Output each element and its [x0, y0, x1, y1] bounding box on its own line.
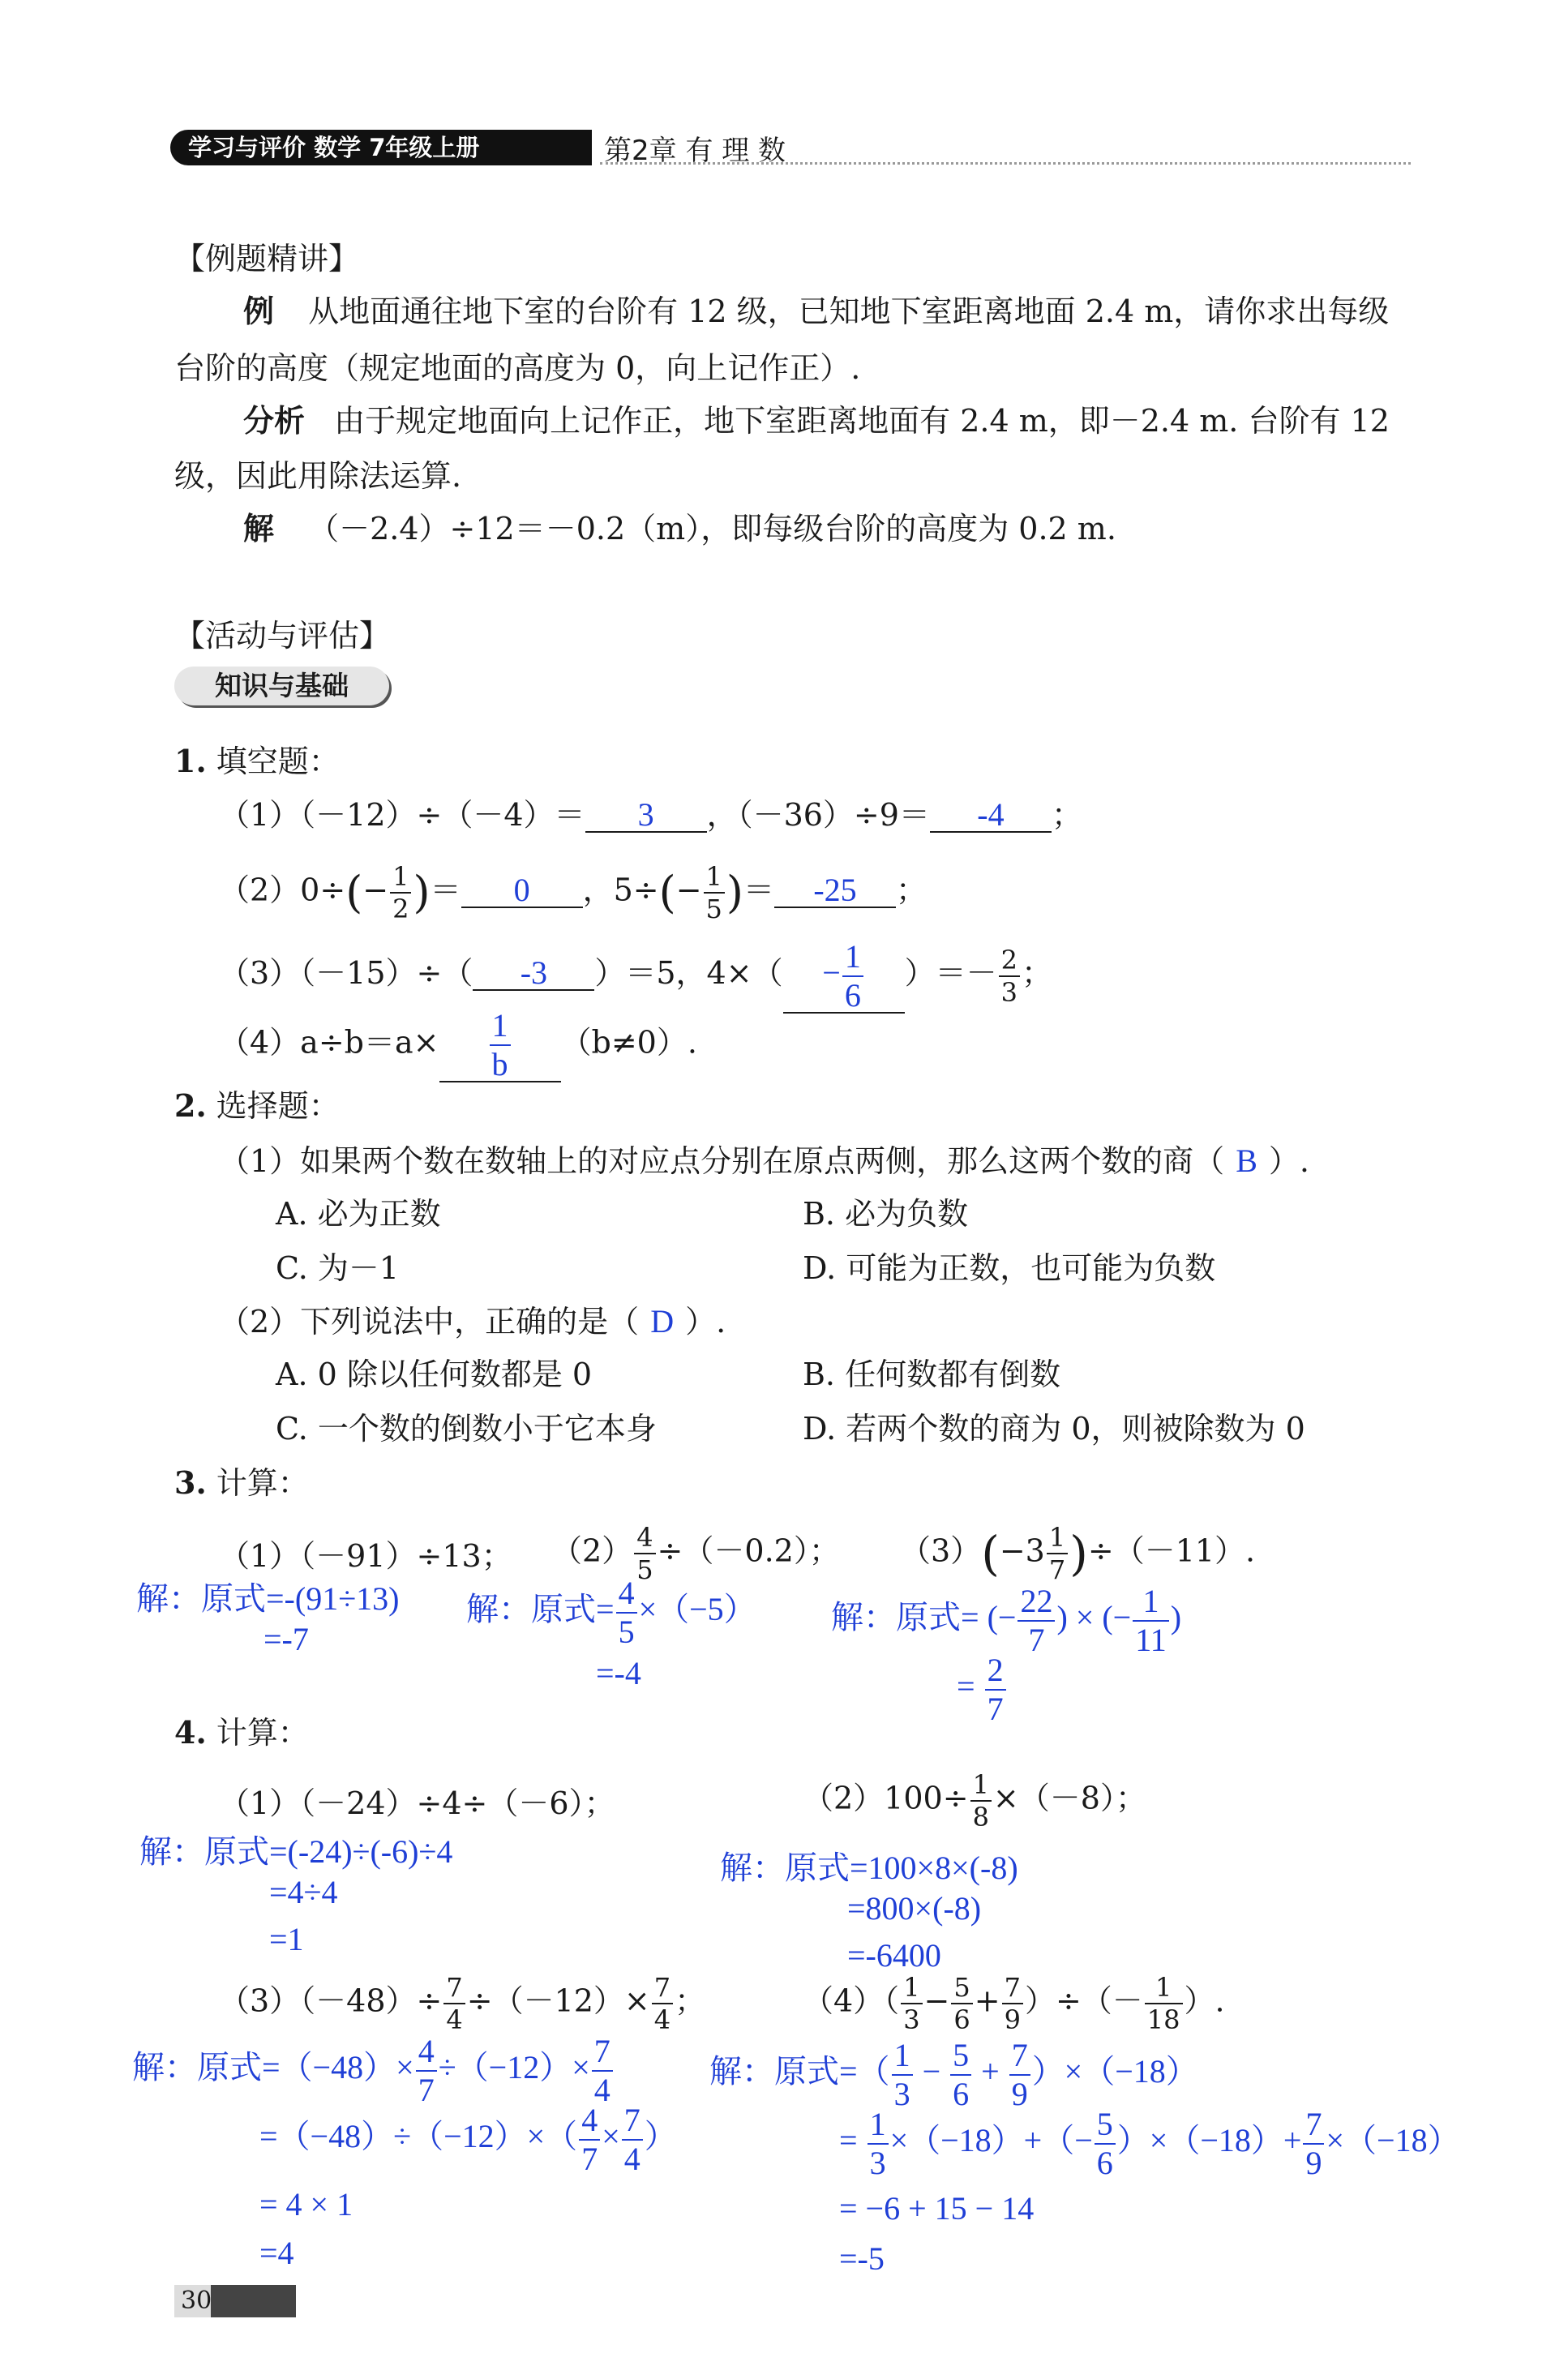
knowledge-badge: 知识与基础 [174, 667, 389, 705]
q2-answer-1: B [1236, 1142, 1257, 1179]
q2-s1-optD: D. 可能为正数，也可能为负数 [803, 1250, 1216, 1286]
q2-s1-optA: A. 必为正数 [276, 1196, 441, 1232]
q3-part1: （1）（－91）÷13； [219, 1538, 512, 1574]
q3-number: 3. [174, 1464, 207, 1501]
q2-sub2: （2）下列说法中，正确的是（ D ）. [219, 1303, 726, 1340]
solution-text: （－2.4）÷12＝－0.2（m），即每级台阶的高度为 0.2 m. [308, 511, 1116, 547]
q4-part4: （4）（ $\frac{1}{3}$ − $\frac{5}{6}$ + $\frac{7}{9}$ ）÷（－ $\frac{1}{18}$ ）. [803, 1972, 1225, 2035]
analysis-text-1: 由于规定地面向上记作正，地下室距离地面有 2.4 m，即－2.4 m. 台阶有 12 [334, 403, 1390, 439]
q2-s1-optC: C. 为－1 [276, 1250, 400, 1286]
q4-sol3-line4: =4 [259, 2235, 294, 2271]
q2-s1-optB: B. 必为负数 [803, 1196, 969, 1232]
q4-sol2-line2: =800×(-8) [847, 1890, 982, 1927]
q2-s2-optC: C. 一个数的倒数小于它本身 [276, 1411, 657, 1447]
q4-number: 4. [174, 1714, 207, 1751]
q4-part3: （3）（－48）÷ $\frac{7}{4}$ ÷（－12）× $\frac{7}{4}$ ； [219, 1972, 706, 2035]
header-divider [600, 162, 1411, 165]
q2-s2-optB: B. 任何数都有倒数 [803, 1357, 1061, 1392]
q4-sol4-line3: = −6 + 15 − 14 [839, 2190, 1035, 2227]
q3-sol3-line2: = $\frac{2}{7}$ [957, 1654, 1008, 1725]
q1-answer-4-den: b [491, 1046, 508, 1082]
q1-answer-1b: -4 [977, 796, 1005, 833]
q3-sol3-line1: 解：原式= (− $\frac{22}{7}$ ) × (− $\frac{1}{11}$ ) [831, 1583, 1182, 1658]
q1-answer-3b-num: 1 [842, 941, 863, 977]
q1-part1: （1）（－12）÷（－4）＝ 3 ，（－36）÷9＝ -4 ； [219, 796, 1082, 833]
q3-title: 计算： [216, 1465, 309, 1501]
q4-sol3-line3: = 4 × 1 [259, 2186, 353, 2223]
q3-part2: （2） $\frac{4}{5}$ ÷（－0.2）； [551, 1522, 840, 1585]
q2-sub1: （1）如果两个数在数轴上的对应点分别在原点两侧，那么这两个数的商（ B ）. [219, 1142, 1309, 1179]
q1-number: 1. [174, 743, 207, 779]
q1-answer-2b: -25 [813, 871, 857, 908]
analysis-label: 分析 [243, 402, 306, 439]
q4-sol4-line2: = $\frac{1}{3}$ ×（−18）+（− $\frac{5}{6}$ ）×（−18）+ $\frac{7}{9}$ ×（−18） [839, 2106, 1460, 2181]
q1-part4: （4）a÷b＝a× $\frac{1}{b}$ （b≠0）. [219, 1007, 697, 1082]
q3-sol1-line2: =-7 [263, 1621, 309, 1657]
q3-sol2-line1: 解：原式= $\frac{4}{5}$ ×（−5） [466, 1575, 756, 1650]
q4-sol2-line3: =-6400 [847, 1937, 941, 1974]
q4-sol4-line4: =-5 [839, 2240, 885, 2277]
q3-part3: （3）(−3 $\frac{1}{7}$ )÷（－11）. [900, 1522, 1256, 1585]
solution-label: 解 [243, 510, 275, 547]
q1-answer-4-num: 1 [490, 1009, 511, 1046]
book-label: 学习与评价 数学 7年级上册 [170, 130, 592, 165]
q4-sol1-line1: 解：原式=(-24)÷(-6)÷4 [139, 1833, 453, 1870]
activity-heading: 【活动与评估】 [174, 618, 391, 654]
q2-s2-optA: A. 0 除以任何数都是 0 [276, 1357, 593, 1392]
q2-number: 2. [174, 1087, 207, 1124]
analysis-text-2: 级，因此用除法运算. [174, 458, 462, 494]
q2-s2-optD: D. 若两个数的商为 0，则被除数为 0 [803, 1411, 1305, 1447]
q3-sol1-line1: 解：原式=-(91÷13) [136, 1580, 400, 1617]
q4-sol1-line3: =1 [269, 1921, 304, 1957]
q2-answer-2: D [650, 1303, 675, 1340]
q4-title: 计算： [216, 1715, 309, 1751]
q4-sol4-line1: 解：原式=（ $\frac{1}{3}$ − $\frac{5}{6}$ + $\frac{7}{9}$ ）×（−18） [709, 2037, 1198, 2112]
example-heading: 【例题精讲】 [174, 241, 360, 276]
example-label: 例 [243, 293, 275, 329]
q4-sol3-line1: 解：原式=（−48）× $\frac{4}{7}$ ÷（−12）× $\frac{7}{4}$ [132, 2035, 615, 2107]
example-text-1: 从地面通往地下室的台阶有 12 级，已知地下室距离地面 2.4 m，请你求出每级 [308, 294, 1390, 329]
example-text-2: 台阶的高度（规定地面的高度为 0，向上记作正）. [174, 350, 861, 386]
q1-title: 填空题： [216, 744, 340, 779]
q1-answer-3a: -3 [520, 954, 548, 992]
q1-answer-3b-den: 6 [844, 977, 861, 1014]
q4-sol1-line2: =4÷4 [269, 1874, 338, 1910]
q1-part2: （2）0÷(− $\frac{1}{2}$ )＝ 0 ，5÷(− $\frac{1}{5}$ )＝ -25 ； [219, 861, 927, 924]
q4-sol2-line1: 解：原式=100×8×(-8) [720, 1850, 1018, 1886]
q1-answer-2a: 0 [513, 871, 530, 908]
q3-sol2-line2: =-4 [596, 1655, 641, 1691]
chapter-title: 第2章 有 理 数 [604, 135, 786, 167]
q2-title: 选择题： [216, 1088, 340, 1124]
q4-part2: （2）100÷ $\frac{1}{8}$ ×（－8）； [803, 1769, 1146, 1832]
q1-answer-1a: 3 [637, 796, 654, 833]
page-number: 30 [174, 2285, 296, 2317]
q4-sol3-line2: =（−48）÷（−12）×（ $\frac{4}{7}$ × $\frac{7}{4}$ ） [259, 2102, 677, 2177]
q4-part1: （1）（－24）÷4÷（－6）； [219, 1785, 615, 1821]
q1-part3: （3）（－15）÷（ -3 ）＝5，4×（ − $\frac{1}{6}$ ）＝－ $\frac{2}{3}$ ； [219, 938, 1052, 1014]
